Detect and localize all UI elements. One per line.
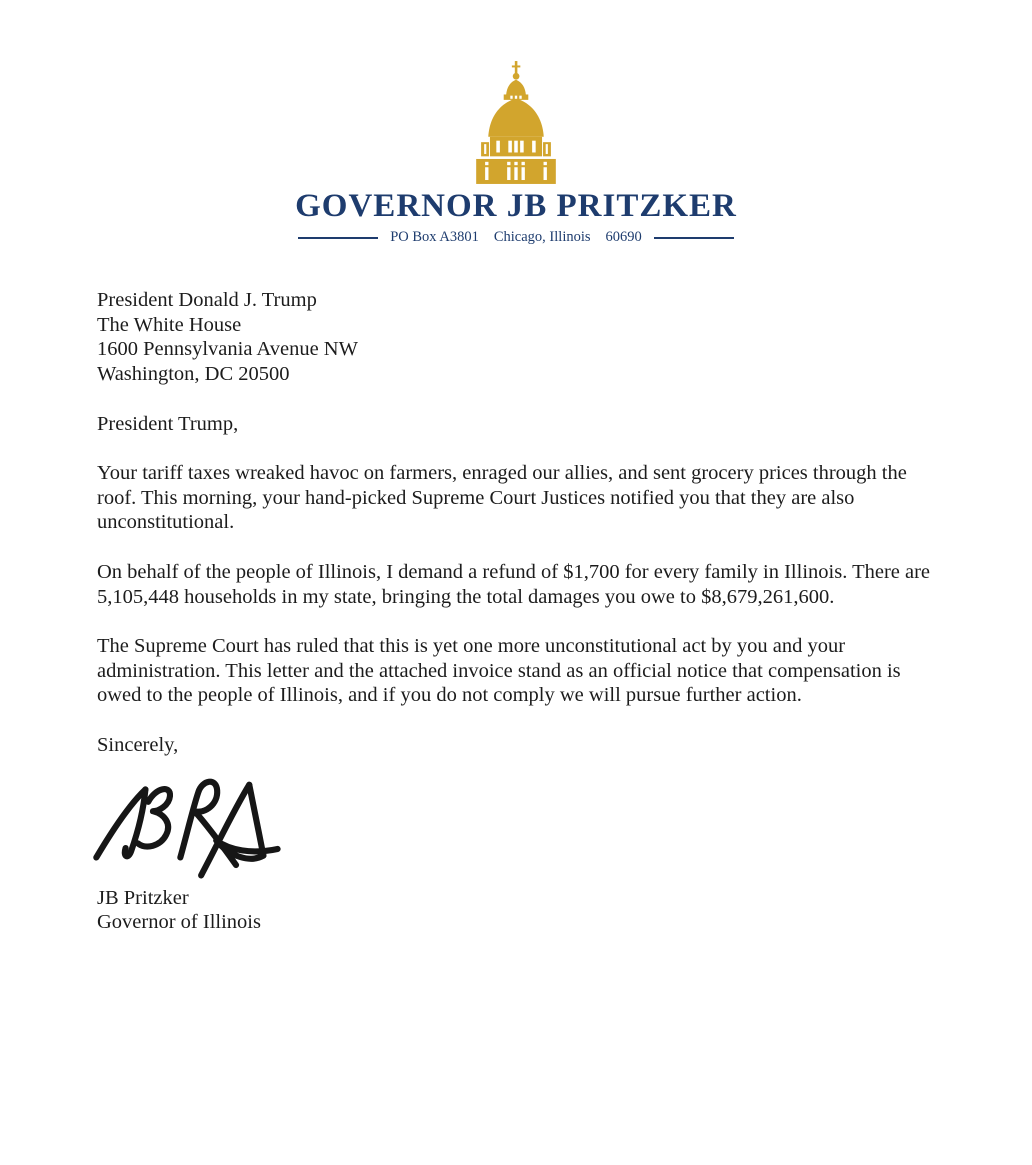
recipient-line: President Donald J. Trump bbox=[97, 289, 317, 312]
letterhead bbox=[0, 0, 1032, 246]
letterhead-pobox: PO Box A3801 bbox=[390, 229, 479, 246]
letterhead-zip: 60690 bbox=[605, 229, 642, 246]
letterhead-rule-left bbox=[298, 237, 378, 239]
signatory-name: JB Pritzker bbox=[97, 886, 189, 909]
body-paragraph-1: Your tariff taxes wreaked havoc on farmers, enraged our allies, and sent grocery prices through the roof. This morning, your hand-picked Supreme Court Justices notified you that they are also unconstitutional. bbox=[97, 462, 907, 534]
closing: Sincerely, bbox=[97, 734, 179, 757]
body-paragraph-3: The Supreme Court has ruled that this is yet one more unconstitutional act by you and your administration. This letter and the attached invoice stand as an official notice that compensation is owed to the people of Illinois, and if you do not comply we will pursue further action. bbox=[97, 635, 901, 707]
recipient-line: 1600 Pennsylvania Avenue NW bbox=[97, 338, 358, 361]
signatory-block bbox=[97, 886, 932, 935]
signature-image bbox=[87, 764, 302, 882]
recipient-block bbox=[97, 288, 932, 386]
letter-body bbox=[97, 288, 932, 935]
signatory-title: Governor of Illinois bbox=[97, 911, 261, 934]
capitol-dome-icon bbox=[457, 58, 575, 186]
recipient-line: The White House bbox=[97, 313, 242, 336]
letterhead-title: GOVERNOR JB PRITZKER bbox=[295, 188, 737, 224]
salutation: President Trump, bbox=[97, 412, 239, 435]
letterhead-city: Chicago, Illinois bbox=[493, 229, 591, 246]
letterhead-address bbox=[0, 229, 1032, 246]
body-paragraph-2: On behalf of the people of Illinois, I demand a refund of $1,700 for every family in Illinois. There are 5,105,448 households in my state, bringing the total damages you owe to $8,679,261,600. bbox=[97, 561, 931, 608]
letterhead-rule-right bbox=[654, 237, 734, 239]
recipient-line: Washington, DC 20500 bbox=[97, 363, 290, 386]
